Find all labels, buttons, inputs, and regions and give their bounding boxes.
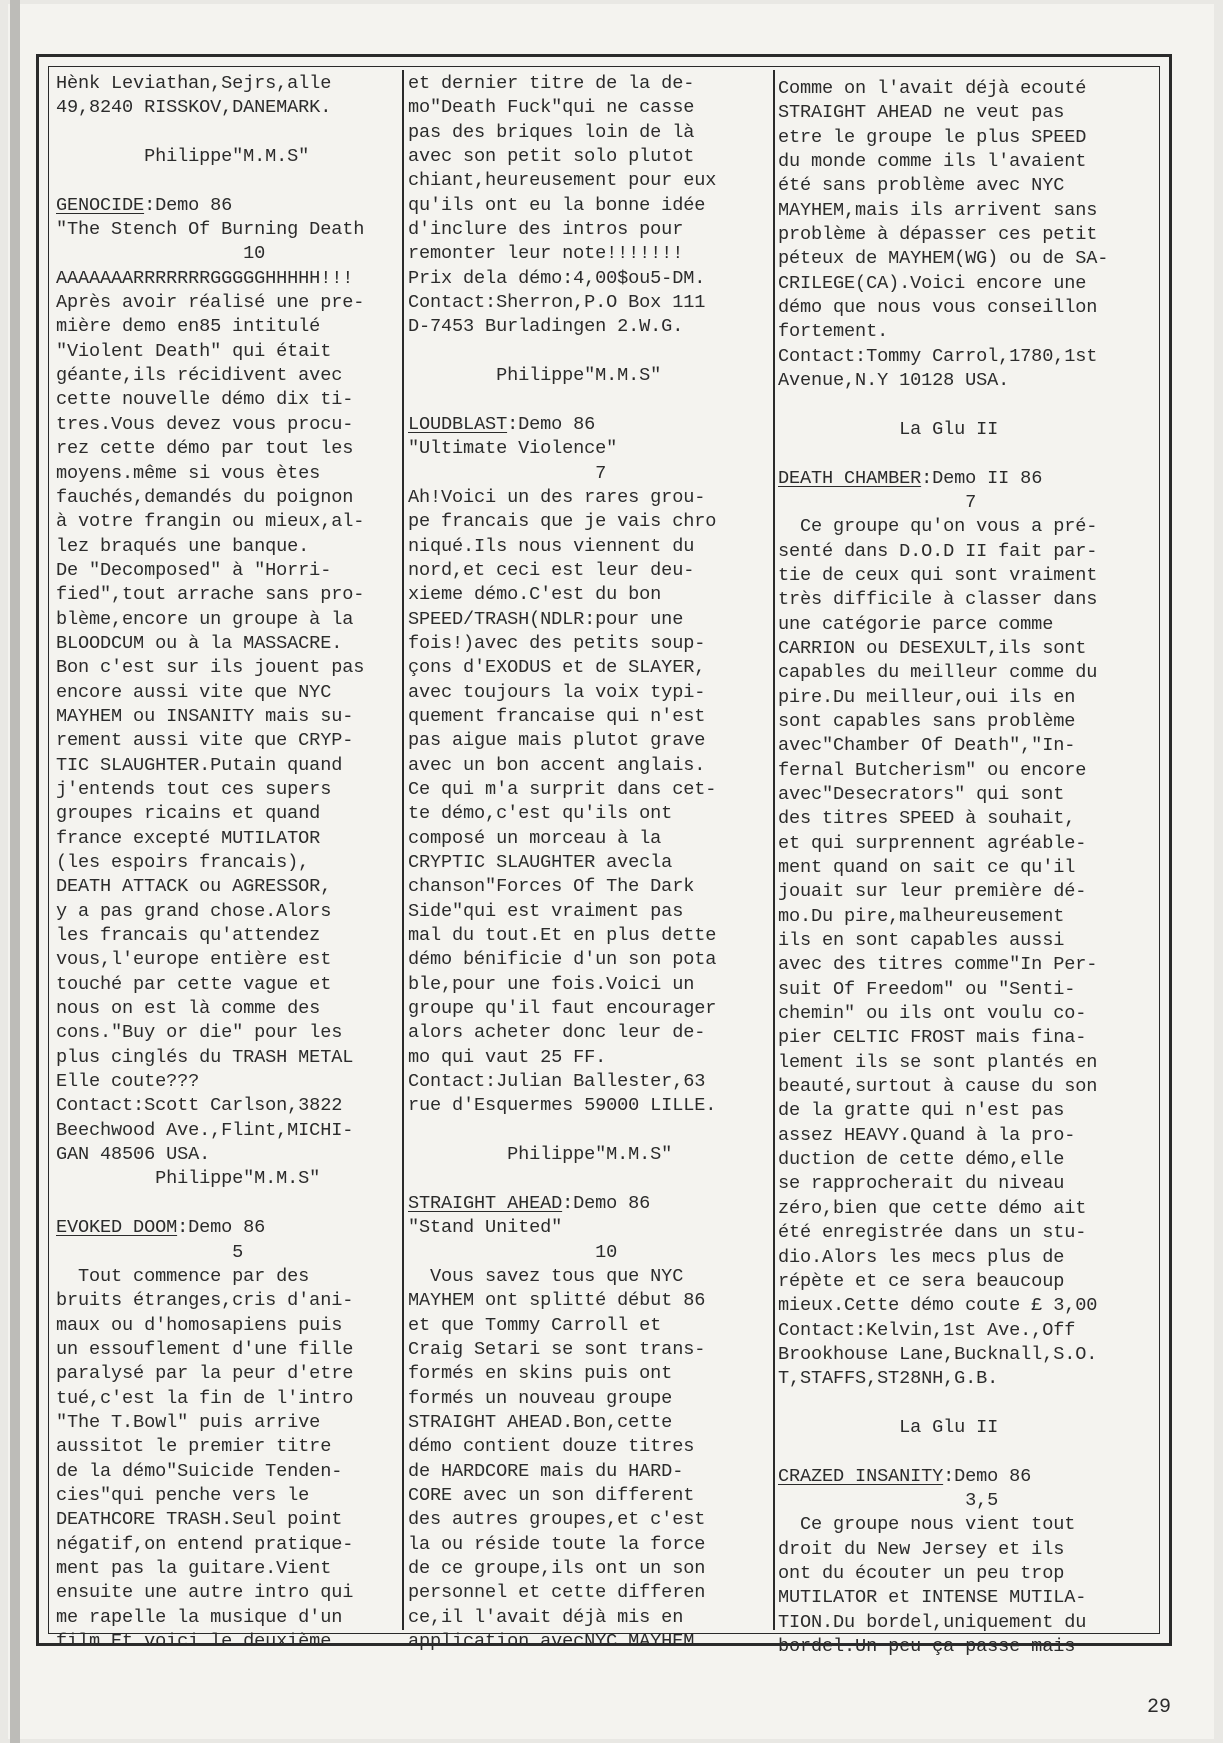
text-line: avec"Desecrators" qui sont [778, 783, 1065, 805]
text-line: Elle coute??? [56, 1071, 200, 1093]
text-line: et qui surprennent agréable- [778, 832, 1087, 854]
text-line: france excepté MUTILATOR [56, 827, 321, 849]
text-line: plus cinglés du TRASH METAL [56, 1046, 354, 1068]
text-line: les francais qu'attendez [56, 925, 321, 947]
text-line: fied",tout arrache sans pro- [56, 584, 365, 606]
text-line: cons."Buy or die" pour les [56, 1022, 343, 1044]
page-binding-edge [10, 0, 20, 1743]
text-line: STRAIGHT AHEAD ne veut pas [778, 102, 1065, 124]
text-line: formés en skins puis ont [408, 1363, 673, 1385]
band-name-heading: STRAIGHT AHEAD [408, 1192, 563, 1214]
text-line: etre le groupe le plus SPEED [778, 126, 1087, 148]
text-line: touché par cette vague et [56, 973, 332, 995]
text-line: Philippe"M.M.S" [56, 146, 310, 168]
text-line: assez HEAVY.Quand à la pro- [778, 1124, 1076, 1146]
text-line: "The T.Bowl" puis arrive [56, 1411, 321, 1433]
text-line: mieux.Cette démo coute £ 3,00 [778, 1295, 1098, 1317]
text-line: mo qui vaut 25 FF. [408, 1046, 607, 1068]
text-line: été enregistrée dans un stu- [778, 1222, 1087, 1244]
band-name-heading: LOUDBLAST [408, 413, 508, 435]
text-line: DEATH ATTACK ou AGRESSOR, [56, 876, 332, 898]
text-line: senté dans D.O.D II fait par- [778, 540, 1098, 562]
text-line: nord,et ceci est leur deu- [408, 559, 695, 581]
text-line: DEATHCORE TRASH.Seul point [56, 1509, 343, 1531]
text-line [56, 169, 414, 193]
text-line: tres.Vous devez vous procu- [56, 413, 354, 435]
text-line: ment quand on sait ce qu'il [778, 857, 1076, 878]
text-line: BLOODCUM ou à la MASSACRE. [56, 632, 343, 654]
text-line: groupe qu'il faut encourager [408, 998, 717, 1020]
text-line: groupes ricains et quand [56, 803, 321, 825]
text-line: démo bénificie d'un son pota [408, 949, 717, 971]
text-line: capables du meilleur comme du [778, 662, 1098, 684]
text-line: La Glu II [778, 418, 999, 440]
text-line: chiant,heureusement pour eux [408, 170, 717, 192]
text-line: La Glu II [778, 1416, 999, 1438]
text-line: chemin" ou ils ont voulu co- [778, 1003, 1087, 1025]
text-line: CARRION ou DESEXULT,ils sont [778, 637, 1087, 659]
text-line: Bon c'est sur ils jouent pas [56, 657, 365, 679]
text-line: à votre frangin ou mieux,al- [56, 511, 365, 533]
band-name-heading: EVOKED DOOM [56, 1217, 178, 1239]
text-line: SPEED/TRASH(NDLR:pour une [408, 608, 684, 630]
text-line: se rapprocherait du niveau [778, 1173, 1065, 1195]
text-line: jouait sur leur première dé- [778, 881, 1087, 903]
text-line [778, 1440, 1136, 1464]
text-line: nous on est là comme des [56, 998, 321, 1020]
text-line: Prix dela démo:4,00$ou5-DM. [408, 267, 706, 289]
text-line: rement aussi vite que CRYP- [56, 730, 354, 752]
text-line: Philippe"M.M.S" [56, 1168, 321, 1190]
text-line: démo que nous vous conseillon [778, 297, 1098, 319]
text-line: çons d'EXODUS et de SLAYER, [408, 657, 706, 679]
text-line: (les espoirs francais), [56, 852, 310, 873]
column-3 [778, 77, 1136, 1659]
text-line: cette nouvelle démo dix ti- [56, 389, 354, 411]
text-line: AAAAAAARRRRRRRGGGGGHHHHH!!! [56, 267, 354, 289]
text-line: et que Tommy Carroll et [408, 1314, 662, 1336]
text-line: MAYHEM ou INSANITY mais su- [56, 705, 354, 727]
text-line: qu'ils ont eu la bonne idée [408, 194, 706, 216]
text-line: Side"qui est vraiment pas [408, 900, 684, 922]
text-line: paralysé par la peur d'etre [56, 1363, 354, 1385]
text-line: dio.Alors les mecs plus de [778, 1246, 1065, 1268]
text-line [408, 340, 766, 364]
text-line: négatif,on entend pratique- [56, 1533, 354, 1555]
text-line: niqué.Ils nous viennent du [408, 535, 695, 557]
text-line: tué,c'est la fin de l'intro [56, 1387, 354, 1409]
text-line: y a pas grand chose.Alors [56, 900, 332, 922]
text-line: problème à dépasser ces petit [778, 224, 1098, 246]
text-line: Ce groupe nous vient tout [778, 1514, 1076, 1536]
text-line: 10 [56, 243, 266, 265]
text-line: EVOKED DOOM:Demo 86 [56, 1217, 266, 1239]
text-line: De "Decomposed" à "Horri- [56, 559, 332, 581]
text-line: TIC SLAUGHTER.Putain quand [56, 754, 343, 776]
text-line: lez braqués une banque. [56, 535, 310, 557]
text-line: péteux de MAYHEM(WG) ou de SA- [778, 248, 1109, 270]
text-line: du monde comme ils l'avaient [778, 151, 1087, 173]
text-line: quement francaise qui n'est [408, 705, 706, 727]
text-line: fauchés,demandés du poignon [56, 486, 354, 508]
text-line: ont du écouter un peu trop [778, 1562, 1065, 1584]
text-line: bruits étranges,cris d'ani- [56, 1290, 354, 1312]
text-line: droit du New Jersey et ils [778, 1538, 1065, 1560]
text-line: mière demo en85 intitulé [56, 316, 321, 338]
text-line: avec"Chamber Of Death","In- [778, 735, 1076, 757]
text-line: Hènk Leviathan,Sejrs,alle [56, 73, 332, 94]
text-line: D-7453 Burladingen 2.W.G. [408, 316, 684, 338]
text-line: vous,l'europe entière est [56, 949, 332, 971]
text-line: remonter leur note!!!!!!! [408, 243, 684, 265]
text-line: Contact:Kelvin,1st Ave.,Off [778, 1319, 1076, 1341]
text-line: Beechwood Ave.,Flint,MICHI- [56, 1119, 354, 1141]
band-name-heading: DEATH CHAMBER [778, 467, 922, 489]
text-line: Craig Setari se sont trans- [408, 1338, 706, 1360]
text-line [778, 393, 1136, 417]
text-line: me rapelle la musique d'un [56, 1606, 343, 1628]
text-line: STRAIGHT AHEAD.Bon,cette [408, 1411, 673, 1433]
text-line: Contact:Sherron,P.O Box 111 [408, 292, 706, 314]
band-name-heading: CRAZED INSANITY [778, 1465, 944, 1487]
text-line: zéro,bien que cette démo ait [778, 1197, 1087, 1219]
text-line: pier CELTIC FROST mais fina- [778, 1027, 1087, 1049]
text-line: xieme démo.C'est du bon [408, 584, 662, 606]
text-line: CRILEGE(CA).Voici encore une [778, 272, 1087, 294]
text-line: blème,encore un groupe à la [56, 608, 354, 630]
text-line [778, 1392, 1136, 1416]
text-line: 10 [408, 1241, 618, 1263]
page-number: 29 [1146, 1696, 1171, 1719]
text-line: Vous savez tous que NYC [408, 1265, 684, 1287]
text-line: pe francais que je vais chro [408, 511, 717, 533]
text-line: rue d'Esquermes 59000 LILLE. [408, 1095, 717, 1117]
text-line: personnel et cette differen [408, 1582, 706, 1604]
text-line: CORE avec un son different [408, 1484, 695, 1506]
text-line: CRAZED INSANITY:Demo 86 [778, 1465, 1032, 1487]
text-line: mo.Du pire,malheureusement [778, 905, 1065, 927]
text-line: T,STAFFS,ST28NH,G.B. [778, 1368, 999, 1390]
text-line: MAYHEM,mais ils arrivent sans [778, 199, 1098, 221]
text-line: Philippe"M.M.S" [408, 365, 662, 387]
text-line: des titres SPEED à souhait, [778, 808, 1076, 830]
text-line: Brookhouse Lane,Bucknall,S.O. [778, 1343, 1098, 1365]
text-line: Avenue,N.Y 10128 USA. [778, 370, 1010, 392]
text-line: MAYHEM ont splitté début 86 [408, 1290, 706, 1312]
text-line: te démo,c'est qu'ils ont [408, 803, 673, 825]
text-line [778, 442, 1136, 466]
text-line: DEATH CHAMBER:Demo II 86 [778, 467, 1043, 489]
text-line: beauté,surtout à cause du son [778, 1076, 1098, 1098]
text-line: film.Et voici le deuxième [56, 1631, 332, 1652]
text-line: Après avoir réalisé une pre- [56, 292, 365, 314]
text-line: cies"qui penche vers le [56, 1484, 310, 1506]
text-line: j'entends tout ces supers [56, 778, 332, 800]
text-line: été sans problème avec NYC [778, 175, 1065, 197]
text-line: de HARDCORE mais du HARD- [408, 1460, 684, 1482]
text-line: des autres groupes,et c'est [408, 1509, 706, 1531]
text-line: fernal Butcherism" ou encore [778, 759, 1087, 781]
column-divider-2 [773, 70, 775, 1630]
text-line: pire.Du meilleur,oui ils en [778, 686, 1076, 708]
text-line: composé un morceau à la [408, 827, 662, 849]
text-line: de ce groupe,ils ont un son [408, 1557, 706, 1579]
text-line: démo contient douze titres [408, 1436, 695, 1458]
text-line: la ou réside toute la force [408, 1533, 706, 1555]
text-line: LOUDBLAST:Demo 86 [408, 413, 596, 435]
text-line: sont capables sans problème [778, 710, 1076, 732]
text-line: moyens.même si vous ètes [56, 462, 321, 484]
text-line: un essouflement d'une fille [56, 1338, 354, 1360]
text-line [56, 1192, 414, 1216]
text-line: 5 [56, 1241, 244, 1263]
text-line: 49,8240 RISSKOV,DANEMARK. [56, 97, 332, 119]
column-2 [408, 72, 766, 1654]
text-line: pas des briques loin de là [408, 121, 695, 143]
text-line: avec un bon accent anglais. [408, 754, 706, 776]
text-line: géante,ils récidivent avec [56, 365, 343, 387]
text-line [408, 388, 766, 412]
column-1 [56, 72, 414, 1654]
text-line: rez cette démo par tout les [56, 438, 354, 460]
text-line: avec son petit solo plutot [408, 146, 695, 168]
text-line: 7 [408, 462, 607, 484]
text-line: Philippe"M.M.S" [408, 1144, 673, 1166]
text-line: fois!)avec des petits soup- [408, 632, 706, 654]
text-line: bordel.Un peu ça passe mais [778, 1636, 1076, 1657]
text-line: ce,il l'avait déjà mis en [408, 1606, 684, 1628]
text-line: maux ou d'homosapiens puis [56, 1314, 343, 1336]
text-line: mo"Death Fuck"qui ne casse [408, 97, 695, 119]
text-line: très difficile à classer dans [778, 589, 1098, 611]
text-line: suit Of Freedom" ou "Senti- [778, 978, 1076, 1000]
text-line: d'inclure des intros pour [408, 219, 684, 241]
text-line: ensuite une autre intro qui [56, 1582, 354, 1604]
text-line: mal du tout.Et en plus dette [408, 925, 717, 947]
text-line: STRAIGHT AHEAD:Demo 86 [408, 1192, 651, 1214]
text-line: MUTILATOR et INTENSE MUTILA- [778, 1587, 1087, 1609]
text-line: "Stand United" [408, 1217, 563, 1239]
text-line: de la gratte qui n'est pas [778, 1100, 1065, 1122]
text-line: CRYPTIC SLAUGHTER avecla [408, 852, 673, 873]
text-line: Contact:Julian Ballester,63 [408, 1071, 706, 1093]
text-line [408, 1167, 766, 1191]
text-line: répète et ce sera beaucoup [778, 1270, 1065, 1292]
text-line: ble,pour une fois.Voici un [408, 973, 695, 995]
text-line: ment pas la guitare.Vient [56, 1557, 332, 1579]
text-line: Comme on l'avait déjà ecouté [778, 78, 1087, 99]
text-line: une catégorie parce comme [778, 613, 1054, 635]
text-line: Ah!Voici un des rares grou- [408, 486, 706, 508]
text-line: aussitot le premier titre [56, 1436, 332, 1458]
text-line: GENOCIDE:Demo 86 [56, 194, 233, 216]
text-line: 3,5 [778, 1489, 999, 1511]
text-line: "Ultimate Violence" [408, 438, 618, 460]
text-line: lement ils se sont plantés en [778, 1051, 1098, 1073]
text-line: avec des titres comme"In Per- [778, 954, 1098, 976]
text-line: "The Stench Of Burning Death [56, 219, 365, 241]
text-line: de la démo"Suicide Tenden- [56, 1460, 343, 1482]
text-line: chanson"Forces Of The Dark [408, 876, 695, 898]
text-line: fortement. [778, 321, 889, 343]
text-line: Tout commence par des [56, 1265, 310, 1287]
text-line: Contact:Scott Carlson,3822 [56, 1095, 343, 1117]
band-name-heading: GENOCIDE [56, 194, 145, 216]
text-line [408, 1119, 766, 1143]
text-line: Ce groupe qu'on vous a pré- [778, 516, 1098, 538]
text-line: GAN 48506 USA. [56, 1144, 211, 1166]
text-line: alors acheter donc leur de- [408, 1022, 706, 1044]
text-line: ils en sont capables aussi [778, 930, 1065, 952]
text-line: 7 [778, 491, 977, 513]
text-line: tie de ceux qui sont vraiment [778, 564, 1098, 586]
text-line: pas aigue mais plutot grave [408, 730, 706, 752]
text-line: application avecNYC MAYHEM. [408, 1631, 706, 1652]
text-line: formés un nouveau groupe [408, 1387, 673, 1409]
text-line [56, 121, 414, 145]
text-line: avec toujours la voix typi- [408, 681, 706, 703]
text-line: "Violent Death" qui était [56, 340, 332, 362]
text-line: et dernier titre de la de- [408, 73, 695, 94]
text-line: encore aussi vite que NYC [56, 681, 332, 703]
text-line: TION.Du bordel,uniquement du [778, 1611, 1087, 1633]
text-line: duction de cette démo,elle [778, 1149, 1065, 1171]
text-line: Ce qui m'a surprit dans cet- [408, 778, 717, 800]
text-line: Contact:Tommy Carrol,1780,1st [778, 345, 1098, 367]
